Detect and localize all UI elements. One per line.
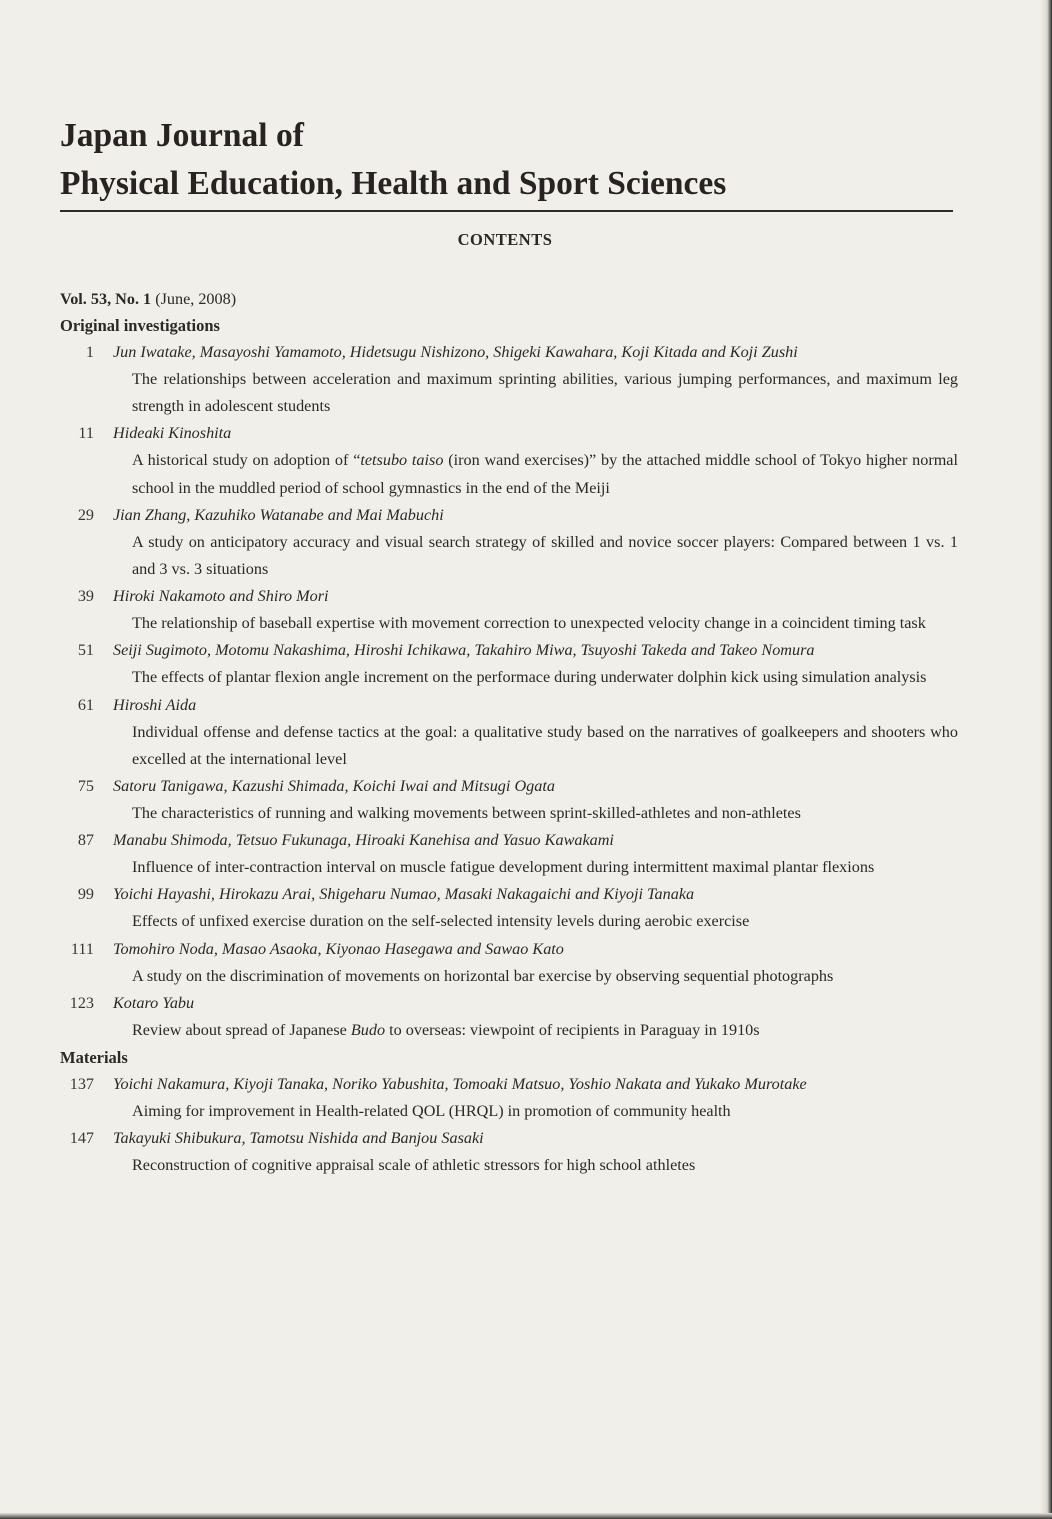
- table-of-contents: [60, 286, 958, 1179]
- entry-title-italic: tetsubo taiso: [360, 451, 444, 470]
- entry-title: A study on anticipatory accuracy and visual search strategy of skilled and novice soccer players: Compared between 1 vs. 1 and 3 vs. 3 situations: [132, 532, 958, 579]
- entry-authors: Jun Iwatake, Masayoshi Yamamoto, Hidetsugu Nishizono, Shigeki Kawahara, Koji Kitada and Koji Zushi: [113, 343, 798, 361]
- entry-page-number: 39: [77, 587, 94, 606]
- entry-title: Reconstruction of cognitive appraisal scale of athletic stressors for high school athletes: [132, 1156, 696, 1175]
- entry-authors: Hiroshi Aida: [113, 695, 197, 714]
- entry-title-part: Review about spread of Japanese: [132, 1020, 351, 1039]
- entry-page-number: 87: [77, 831, 94, 850]
- entry-title: Effects of unfixed exercise duration on the self-selected intensity levels during aerobic exercise: [132, 912, 750, 931]
- section-heading: Materials: [60, 1048, 128, 1068]
- entry-authors: Yoichi Hayashi, Hirokazu Arai, Shigeharu Numao, Masaki Nakagaichi and Kiyoji Tanaka: [113, 885, 695, 904]
- entry-authors: Seiji Sugimoto, Motomu Nakashima, Hiroshi Ichikawa, Takahiro Miwa, Tsuyoshi Takeda and Takeo Nomura: [113, 641, 815, 660]
- volume-label: Vol. 53, No. 1: [60, 290, 152, 308]
- title-rule: [60, 210, 953, 212]
- entry-title: A study on the discrimination of movements on horizontal bar exercise by observing sequential photographs: [132, 966, 834, 985]
- entry-page-number: 123: [69, 993, 94, 1012]
- journal-title-line-1: Japan Journal of: [60, 117, 304, 154]
- toc-entry: [60, 420, 958, 501]
- volume-date: (June, 2008): [155, 290, 237, 308]
- toc-entry: [60, 990, 958, 1044]
- toc-entry: [60, 1125, 958, 1179]
- entry-page-number: 111: [70, 939, 94, 958]
- entry-authors: Takayuki Shibukura, Tamotsu Nishida and Banjou Sasaki: [113, 1129, 484, 1148]
- entry-title-part: A historical study on adoption of “: [132, 451, 361, 470]
- entry-authors: Tomohiro Noda, Masao Asaoka, Kiyonao Hasegawa and Sawao Kato: [113, 939, 564, 958]
- toc-entry: [60, 1071, 958, 1125]
- entry-page-number: 137: [69, 1075, 94, 1094]
- toc-entry: [60, 339, 958, 420]
- page-edge-shadow: [1040, 0, 1052, 1519]
- toc-entry: [60, 502, 958, 583]
- toc-entry: [60, 692, 958, 773]
- entry-authors: Manabu Shimoda, Tetsuo Fukunaga, Hiroaki Kanehisa and Yasuo Kawakami: [113, 831, 614, 850]
- entry-page-number: 99: [77, 885, 94, 904]
- entry-authors: Jian Zhang, Kazuhiko Watanabe and Mai Mabuchi: [113, 505, 444, 524]
- page-bottom-edge: [0, 1513, 1052, 1519]
- entry-authors: Hiroki Nakamoto and Shiro Mori: [113, 587, 329, 606]
- entry-title: The relationships between acceleration and maximum sprinting abilities, various jumping performances, and maximum leg strength in adolescent students: [132, 370, 958, 416]
- toc-entry: [60, 827, 958, 881]
- entry-page-number: 1: [85, 343, 94, 361]
- toc-sections: [60, 312, 958, 1179]
- entry-authors: Yoichi Nakamura, Kiyoji Tanaka, Noriko Yabushita, Tomoaki Matsuo, Yoshio Nakata and Yukako Murotake: [113, 1075, 807, 1094]
- entry-title: The relationship of baseball expertise with movement correction to unexpected velocity change in a coincident timing task: [132, 614, 926, 633]
- entry-page-number: 51: [77, 641, 94, 660]
- entry-title-part: to overseas: viewpoint of recipients in Paraguay in 1910s: [385, 1020, 760, 1039]
- section-heading: Original investigations: [60, 316, 220, 335]
- entry-title: [132, 447, 958, 501]
- entry-page-number: 29: [77, 505, 94, 524]
- journal-title-line-2: Physical Education, Health and Sport Sciences: [60, 165, 727, 202]
- entry-title-part: (iron wand exercises)” by the attached middle school of Tokyo higher normal school in the muddled period of school gymnastics in the end of the Meiji: [132, 451, 958, 497]
- entry-title: Individual offense and defense tactics at the goal: a qualitative study based on the narratives of goalkeepers and shooters who excelled at the international level: [132, 722, 958, 768]
- entry-authors: Satoru Tanigawa, Kazushi Shimada, Koichi Iwai and Mitsugi Ogata: [113, 777, 555, 796]
- entry-title: [132, 1017, 958, 1044]
- entry-title: The characteristics of running and walking movements between sprint-skilled-athletes and non-athletes: [132, 804, 801, 823]
- entry-authors: Hideaki Kinoshita: [113, 424, 232, 443]
- toc-entry: [60, 583, 958, 637]
- toc-entry: [60, 881, 958, 935]
- contents-heading: CONTENTS: [457, 230, 553, 249]
- entry-page-number: 11: [78, 424, 94, 443]
- entry-title-italic: Budo: [350, 1020, 386, 1039]
- entry-title: Aiming for improvement in Health-related QOL (HRQL) in promotion of community health: [132, 1102, 731, 1121]
- toc-entry: [60, 936, 958, 990]
- entry-authors: Kotaro Yabu: [113, 993, 195, 1012]
- entry-title: The effects of plantar flexion angle increment on the performace during underwater dolphin kick using simulation analysis: [132, 668, 927, 687]
- journal-title: [60, 112, 960, 208]
- entry-page-number: 147: [69, 1129, 94, 1148]
- entry-page-number: 61: [77, 695, 94, 714]
- volume-line: [60, 286, 958, 312]
- entry-title: Influence of inter-contraction interval on muscle fatigue development during intermittent maximal plantar flexions: [132, 858, 875, 877]
- toc-entry: [60, 637, 958, 691]
- entry-page-number: 75: [77, 777, 94, 796]
- toc-entry: [60, 773, 958, 827]
